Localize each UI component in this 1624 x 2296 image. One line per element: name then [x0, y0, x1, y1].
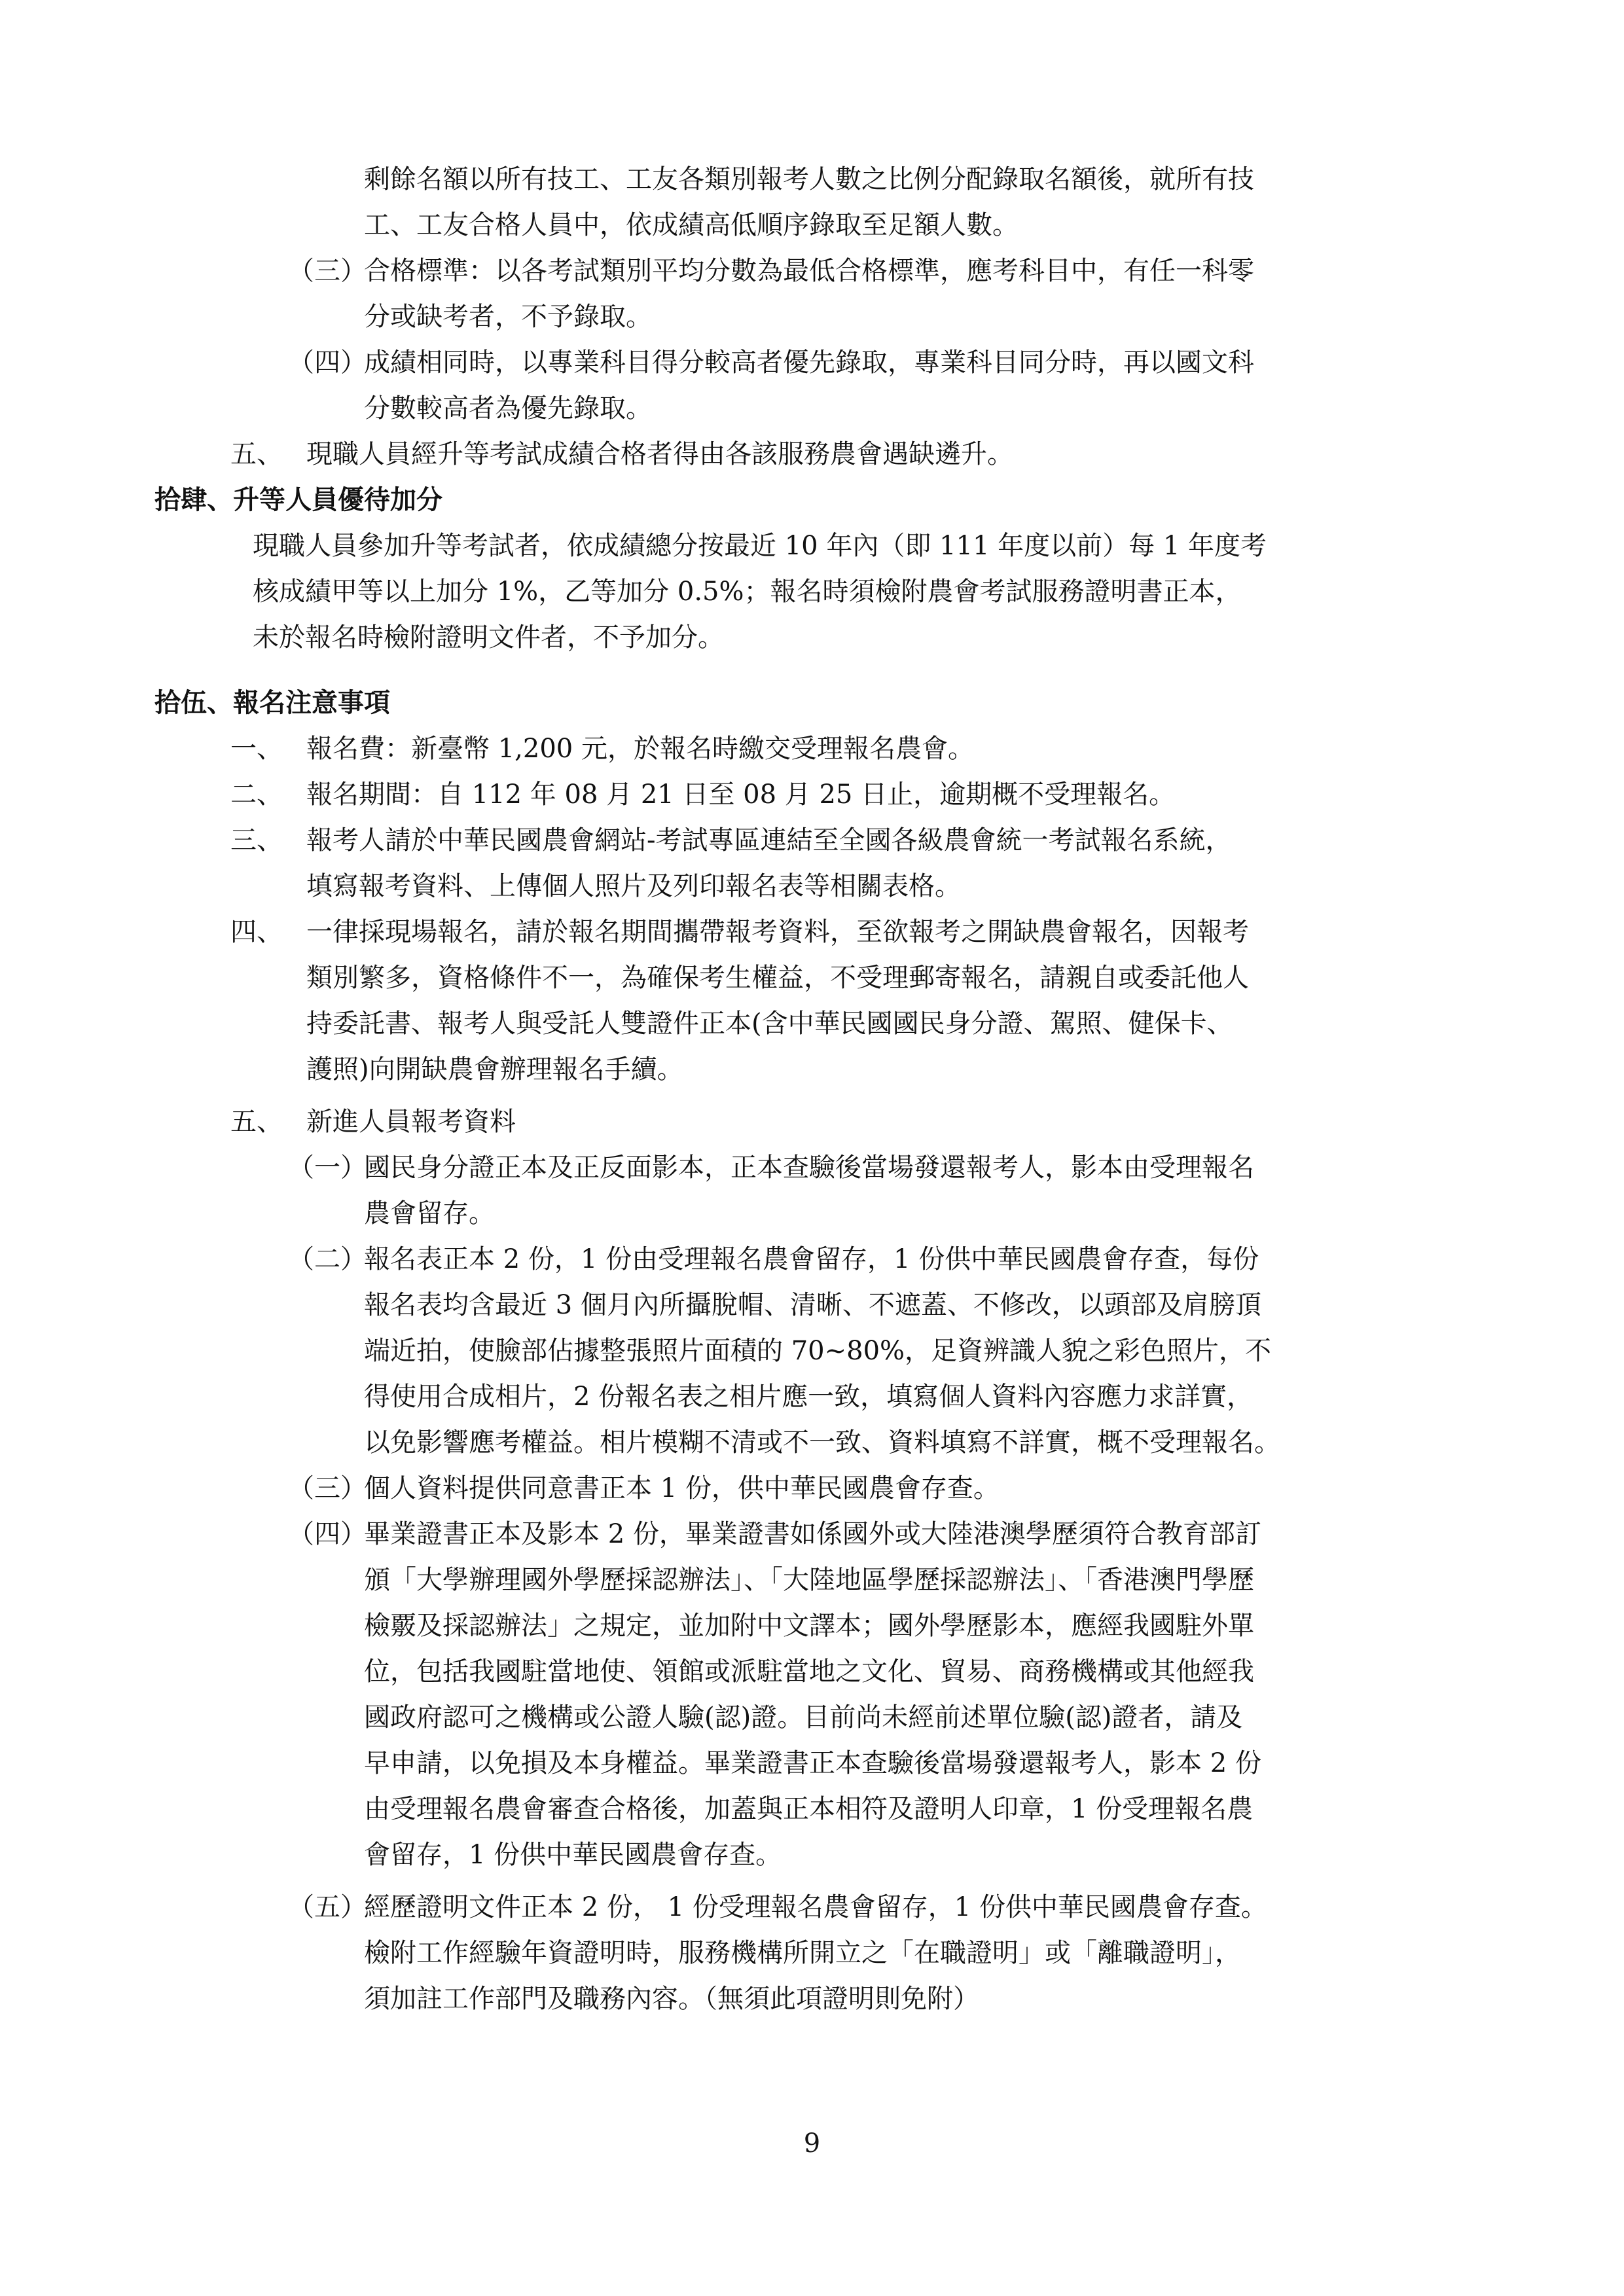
text-line: 得使用合成相片，2 份報名表之相片應一致，填寫個人資料內容應力求詳實， [364, 1382, 1254, 1412]
text-line: 以免影響應考權益。相片模糊不清或不一致、資料填寫不詳實，概不受理報名。 [364, 1427, 1280, 1458]
text-line: 端近拍，使臉部佔據整張照片面積的 70~80%，足資辨識人貌之彩色照片，不 [364, 1336, 1272, 1366]
text-line: 報名費：新臺幣 1,200 元，於報名時繳交受理報名農會。 [306, 734, 974, 764]
item-number: （三） [288, 1473, 367, 1503]
item-number: （四） [288, 1519, 367, 1549]
text-line: 報考人請於中華民國農會網站-考試專區連結至全國各級農會統一考試報名系統， [306, 825, 1232, 855]
text-line: 個人資料提供同意書正本 1 份，供中華民國農會存查。 [364, 1473, 1000, 1503]
text-line: 合格標準：以各考試類別平均分數為最低合格標準，應考科目中，有任一科零 [364, 256, 1254, 286]
text-line: 畢業證書正本及影本 2 份，畢業證書如係國外或大陸港澳學歷須符合教育部訂 [364, 1519, 1261, 1549]
item-number: 五、 [230, 1107, 283, 1137]
text-line: 工、工友合格人員中，依成績高低順序錄取至足額人數。 [364, 210, 1019, 240]
text-line: 報名表正本 2 份，1 份由受理報名農會留存，1 份供中華民國農會存查，每份 [364, 1244, 1259, 1274]
item-number: 三、 [230, 825, 283, 855]
text-line: 核成績甲等以上加分 1%，乙等加分 0.5%；報名時須檢附農會考試服務證明書正本， [253, 577, 1242, 607]
section-heading: 拾肆、升等人員優待加分 [154, 484, 442, 515]
text-line: 分數較高者為優先錄取。 [364, 393, 652, 423]
item-number: 五、 [230, 439, 283, 469]
text-line: 一律採現場報名，請於報名期間攜帶報考資料，至欲報考之開缺農會報名，因報考 [306, 917, 1249, 947]
item-number: （五） [288, 1892, 367, 1922]
text-line: 早申請，以免損及本身權益。畢業證書正本查驗後當場發還報考人，影本 2 份 [364, 1748, 1261, 1778]
item-number: 二、 [230, 780, 283, 810]
text-line: 檢覈及採認辦法」之規定，並加附中文譯本；國外學歷影本，應經我國駐外單 [364, 1611, 1254, 1641]
text-line: 現職人員參加升等考試者，依成績總分按最近 10 年內（即 111 年度以前）每 1 年度考 [253, 531, 1267, 561]
text-line: 國政府認可之機構或公證人驗(認)證。目前尚未經前述單位驗(認)證者，請及 [364, 1702, 1243, 1732]
text-line: 會留存，1 份供中華民國農會存查。 [364, 1840, 782, 1870]
text-line: 分或缺考者，不予錄取。 [364, 302, 652, 332]
text-line: 頒「大學辦理國外學歷採認辦法」、「大陸地區學歷採認辦法」、「香港澳門學歷 [364, 1565, 1254, 1595]
item-number: 四、 [230, 917, 283, 947]
item-number: （四） [288, 348, 367, 378]
item-number: 一、 [230, 734, 283, 764]
text-line: 報名期間：自 112 年 08 月 21 日至 08 月 25 日止，逾期概不受理報名。 [306, 780, 1176, 810]
text-line: 檢附工作經驗年資證明時，服務機構所開立之「在職證明」或「離職證明」， [364, 1938, 1241, 1968]
text-line: 護照)向開缺農會辦理報名手續。 [306, 1054, 683, 1085]
text-line: 須加註工作部門及職務內容。（無須此項證明則免附） [364, 1984, 979, 2014]
text-line: 未於報名時檢附證明文件者，不予加分。 [253, 622, 724, 653]
text-line: 持委託書、報考人與受託人雙證件正本(含中華民國國民身分證、駕照、健保卡、 [306, 1009, 1233, 1039]
text-line: 現職人員經升等考試成績合格者得由各該服務農會遇缺遴升。 [306, 439, 1013, 469]
text-line: 新進人員報考資料 [306, 1107, 516, 1137]
item-number: （一） [288, 1153, 367, 1183]
item-number: （三） [288, 256, 367, 286]
page-number: 9 [803, 2128, 821, 2159]
text-line: 報名表均含最近 3 個月內所攝脫帽、清晰、不遮蓋、不修改，以頭部及肩膀頂 [364, 1290, 1261, 1320]
text-line: 經歷證明文件正本 2 份， 1 份受理報名農會留存，1 份供中華民國農會存查。 [364, 1892, 1267, 1922]
text-line: 國民身分證正本及正反面影本，正本查驗後當場發還報考人，影本由受理報名 [364, 1153, 1254, 1183]
text-line: 剩餘名額以所有技工、工友各類別報考人數之比例分配錄取名額後，就所有技 [364, 164, 1254, 194]
text-line: 成績相同時，以專業科目得分較高者優先錄取，專業科目同分時，再以國文科 [364, 348, 1254, 378]
text-line: 農會留存。 [364, 1198, 495, 1229]
item-number: （二） [288, 1244, 367, 1274]
text-line: 填寫報考資料、上傳個人照片及列印報名表等相關表格。 [306, 871, 961, 901]
text-line: 類別繁多，資格條件不一，為確保考生權益，不受理郵寄報名，請親自或委託他人 [306, 963, 1249, 993]
section-heading: 拾伍、報名注意事項 [154, 687, 390, 718]
text-line: 位，包括我國駐當地使、領館或派駐當地之文化、貿易、商務機構或其他經我 [364, 1657, 1254, 1687]
text-line: 由受理報名農會審查合格後，加蓋與正本相符及證明人印章，1 份受理報名農 [364, 1794, 1254, 1824]
